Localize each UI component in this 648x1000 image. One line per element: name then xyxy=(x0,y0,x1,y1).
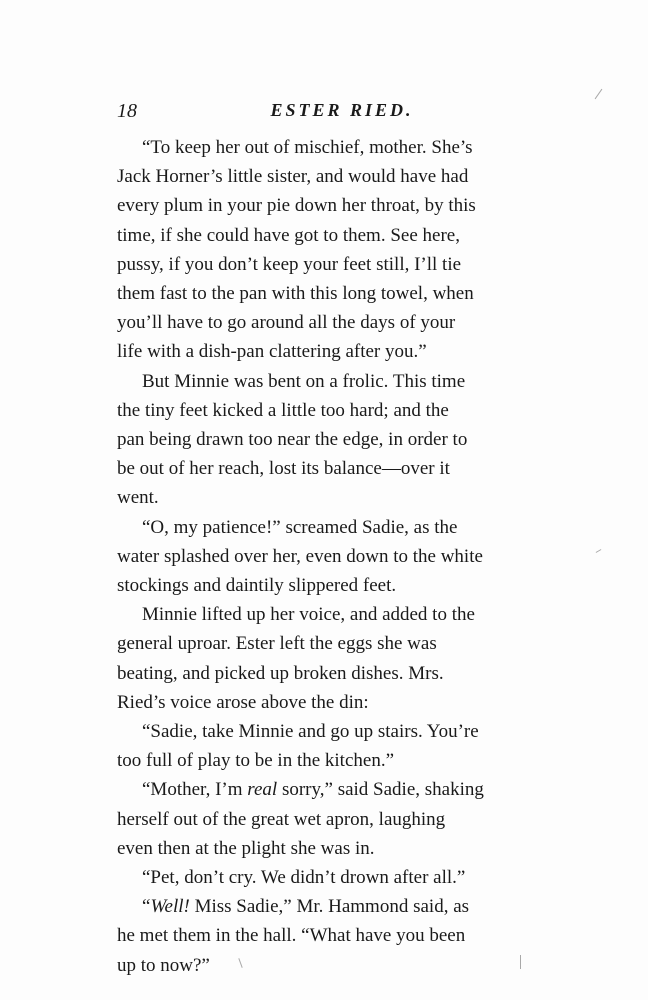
line-pre: “ xyxy=(142,896,151,918)
paragraph-5 xyxy=(117,717,567,775)
text-line: went. xyxy=(117,487,159,509)
text-line: stockings and daintily slippered feet. xyxy=(117,575,397,597)
text-line: “Pet, don’t cry. We didn’t drown after all.” xyxy=(142,867,466,889)
line-post: sorry,” said Sadie, shaking xyxy=(277,779,484,801)
text-line: too full of play to be in the kitchen.” xyxy=(117,750,395,772)
text-line: up to now?” xyxy=(117,954,210,976)
line-post: Miss Sadie,” Mr. Hammond said, as xyxy=(189,896,470,918)
text-line: you’ll have to go around all the days of your xyxy=(117,312,456,334)
scan-speck xyxy=(596,549,602,553)
page-header xyxy=(117,100,567,124)
text-line: “O, my patience!” screamed Sadie, as the xyxy=(142,516,458,538)
running-head: ESTER RIED. xyxy=(270,100,414,120)
text-line xyxy=(117,775,567,804)
text-line: Ried’s voice arose above the din: xyxy=(117,691,369,713)
text-line: “Sadie, take Minnie and go up stairs. You’re xyxy=(142,721,479,743)
text-line: he met them in the hall. “What have you been xyxy=(117,925,466,947)
paragraph-2 xyxy=(117,367,567,513)
paragraph-4 xyxy=(117,600,567,717)
text-line: Minnie lifted up her voice, and added to the xyxy=(142,604,475,626)
scan-speck xyxy=(520,955,521,969)
paragraph-3 xyxy=(117,513,567,601)
text-line: even then at the plight she was in. xyxy=(117,837,375,859)
text-line: them fast to the pan with this long towel, when xyxy=(117,283,474,305)
emphasis: real xyxy=(247,779,278,801)
text-line: the tiny feet kicked a little too hard; and the xyxy=(117,399,449,421)
page-number: 18 xyxy=(117,100,137,122)
text-line: water splashed over her, even down to the white xyxy=(117,545,483,567)
text-line: Jack Horner’s little sister, and would have had xyxy=(117,166,469,188)
paragraph-6 xyxy=(117,775,567,863)
text-line: pussy, if you don’t keep your feet still, I’ll tie xyxy=(117,253,462,275)
text-line: pan being drawn too near the edge, in order to xyxy=(117,429,468,451)
text-line: beating, and picked up broken dishes. Mrs. xyxy=(117,662,444,684)
text-line: herself out of the great wet apron, laughing xyxy=(117,808,446,830)
paragraph-7 xyxy=(117,863,567,892)
text-line: time, if she could have got to them. See here, xyxy=(117,224,460,246)
paragraph-1 xyxy=(117,133,567,367)
text-line: life with a dish-pan clattering after you.” xyxy=(117,341,427,363)
text-line: But Minnie was bent on a frolic. This time xyxy=(142,370,466,392)
text-line: general uproar. Ester left the eggs she was xyxy=(117,633,437,655)
body-text xyxy=(117,133,567,980)
text-line: every plum in your pie down her throat, by this xyxy=(117,195,476,217)
scan-speck xyxy=(595,89,603,99)
paragraph-8 xyxy=(117,892,567,980)
text-line: be out of her reach, lost its balance—over it xyxy=(117,458,450,480)
line-pre: “Mother, I’m xyxy=(142,779,248,801)
text-line xyxy=(117,892,567,921)
text-line: “To keep her out of mischief, mother. She’s xyxy=(142,137,473,158)
emphasis: Well! xyxy=(150,896,190,918)
